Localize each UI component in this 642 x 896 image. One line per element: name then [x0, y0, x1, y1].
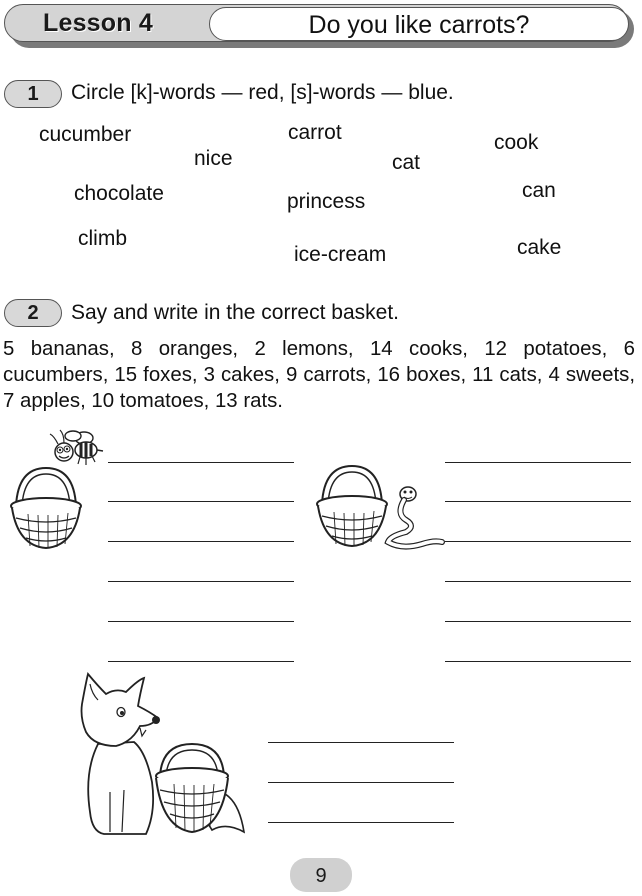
answer-line-basket1-3[interactable] [108, 541, 294, 542]
answer-line-basket2-1[interactable] [445, 462, 631, 463]
word-can[interactable]: can [522, 179, 556, 202]
exercise-2-instruction: Say and write in the correct basket. [71, 301, 399, 324]
answer-line-basket2-2[interactable] [445, 501, 631, 502]
answer-line-basket2-6[interactable] [445, 661, 631, 662]
lesson-label: Lesson 4 [43, 9, 153, 37]
word-nice[interactable]: nice [194, 147, 233, 170]
header-bar [4, 4, 628, 42]
answer-line-basket2-4[interactable] [445, 581, 631, 582]
exercise-1-number [4, 80, 62, 108]
word-carrot[interactable]: carrot [288, 121, 342, 144]
word-cake[interactable]: cake [517, 236, 562, 259]
bee-icon [46, 424, 106, 468]
basket-icon [314, 464, 390, 550]
answer-line-basket1-1[interactable] [108, 462, 294, 463]
answer-line-basket2-5[interactable] [445, 621, 631, 622]
page-number: 9 [315, 865, 327, 887]
answer-line-basket1-4[interactable] [108, 581, 294, 582]
exercise-1-number-label: 1 [27, 83, 39, 105]
title-pill [209, 7, 629, 41]
answer-line-basket1-6[interactable] [108, 661, 294, 662]
answer-line-basket3-1[interactable] [268, 742, 454, 743]
answer-line-basket1-2[interactable] [108, 501, 294, 502]
answer-line-basket1-5[interactable] [108, 621, 294, 622]
exercise-2-number [4, 299, 62, 327]
word-cucumber[interactable]: cucumber [39, 123, 132, 146]
answer-line-basket3-3[interactable] [268, 822, 454, 823]
word-chocolate[interactable]: chocolate [74, 182, 164, 205]
fox-icon [76, 672, 252, 840]
answer-line-basket2-3[interactable] [445, 541, 631, 542]
snake-icon [382, 484, 444, 550]
exercise-1-instruction: Circle [k]-words — red, [s]-words — blue. [71, 81, 454, 104]
word-climb[interactable]: climb [78, 227, 128, 250]
answer-line-basket3-2[interactable] [268, 782, 454, 783]
word-cat[interactable]: cat [392, 151, 421, 174]
lesson-header [4, 4, 630, 44]
word-cook[interactable]: cook [494, 131, 539, 154]
basket-icon [8, 466, 84, 552]
word-princess[interactable]: princess [287, 190, 366, 213]
word-ice-cream[interactable]: ice-cream [294, 243, 387, 266]
page-number-badge [290, 858, 352, 892]
exercise-2-number-label: 2 [27, 302, 39, 324]
items-list: 5 bananas, 8 oranges, 2 lemons, 14 cooks, 12 potatoes, 6 cucumbers, 15 foxes, 3 cakes, 9 carrots, 16 boxes, 11 cats, 4 sweets, 7 apples, 10 tomatoes, 13 rats. [3, 338, 635, 412]
page-title: Do you like carrots? [308, 11, 530, 39]
